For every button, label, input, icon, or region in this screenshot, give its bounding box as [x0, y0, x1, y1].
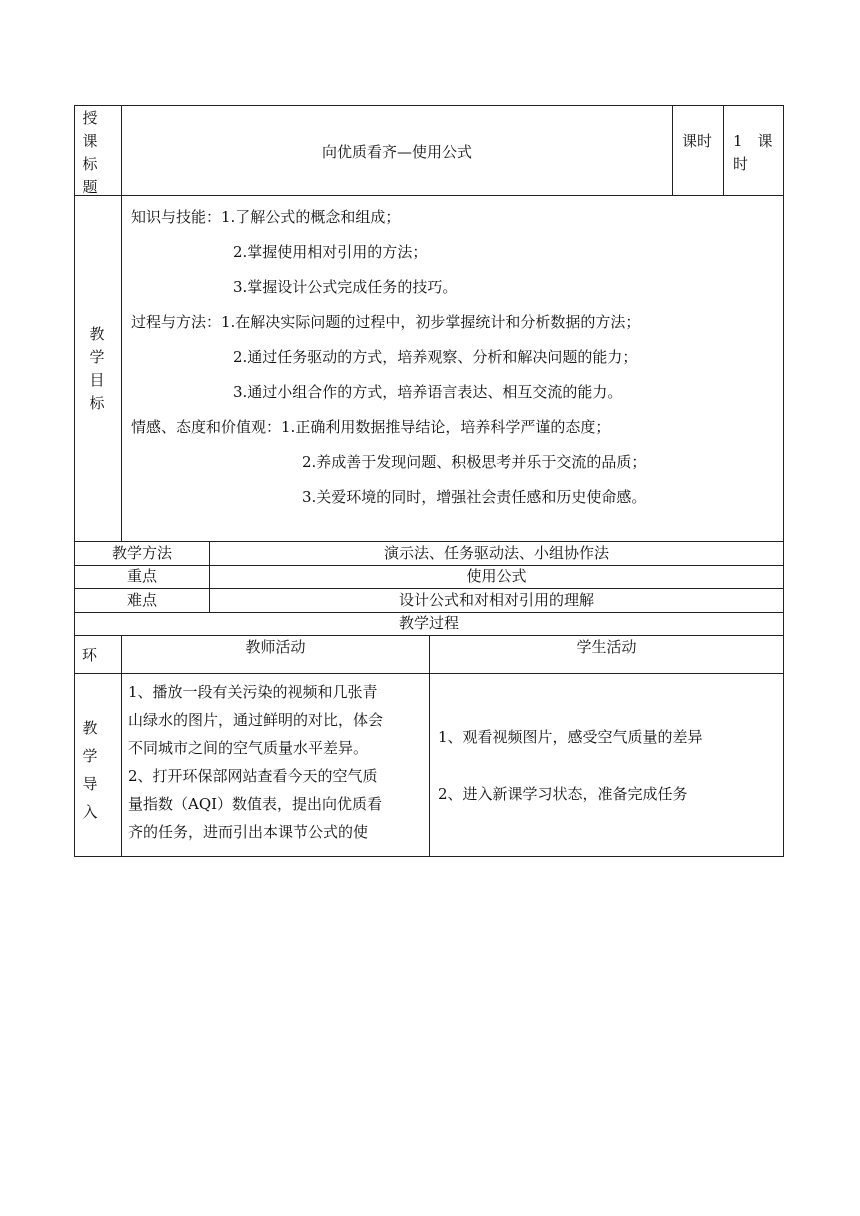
method-value: 演示法、任务驱动法、小组协作法: [383, 544, 609, 562]
objective-line-9: 3.关爱环境的同时，增强社会责任感和历史使命感。: [302, 488, 647, 506]
objective-line-6: 3.通过小组合作的方式，培养语言表达、相互交流的能力。: [233, 383, 623, 401]
objectives-label-char-3: 目: [89, 371, 105, 389]
method-label: 教学方法: [111, 544, 172, 562]
hours-label-top-split: [672, 105, 724, 129]
difficulty-value: 设计公式和对相对引用的理解: [398, 591, 594, 609]
stage-header: 环: [82, 646, 98, 664]
objectives-label-char-4: 标: [89, 394, 105, 412]
subject-label-char-1: 授: [82, 109, 98, 127]
subject-label-char-2: 课: [82, 132, 98, 150]
hours-value-line2: 时: [733, 155, 749, 173]
hours-label: 课时: [682, 132, 713, 150]
intro-teacher-line-1: 1、播放一段有关污染的视频和几张青: [128, 683, 378, 701]
objective-line-2: 2.掌握使用相对引用的方法；: [233, 243, 428, 261]
subject-label-char-3: 标: [82, 155, 98, 173]
intro-teacher-line-5: 量指数（AQI）数值表，提出向优质看: [128, 795, 383, 813]
teacher-header: 教师活动: [245, 638, 306, 656]
subject-label-char-4: 题: [82, 178, 98, 196]
intro-teacher-line-6: 齐的任务，进而引出本课节公式的使: [128, 823, 369, 841]
intro-stage-char-1: 教: [82, 719, 98, 737]
difficulty-label: 难点: [126, 591, 157, 609]
objective-line-1: 知识与技能：1.了解公式的概念和组成；: [131, 208, 401, 226]
student-header: 学生活动: [576, 638, 637, 656]
key-value: 使用公式: [466, 567, 527, 585]
lesson-title: 向优质看齐—使用公式: [321, 143, 472, 161]
intro-student-cell: [429, 673, 784, 857]
objectives-label-char-1: 教: [89, 325, 105, 343]
intro-student-line-1: 1、观看视频图片，感受空气质量的差异: [438, 728, 703, 746]
intro-teacher-line-4: 2、打开环保部网站查看今天的空气质: [128, 767, 378, 785]
objective-line-7: 情感、态度和价值观：1.正确利用数据推导结论，培养科学严谨的态度；: [131, 418, 611, 436]
intro-teacher-line-2: 山绿水的图片，通过鲜明的对比，体会: [128, 711, 384, 729]
objective-line-3: 3.掌握设计公式完成任务的技巧。: [233, 278, 458, 296]
objective-line-4: 过程与方法：1.在解决实际问题的过程中，初步掌握统计和分析数据的方法；: [131, 313, 641, 331]
intro-stage-char-4: 入: [82, 803, 98, 821]
hours-value-line1: 1 课: [733, 132, 773, 150]
key-label: 重点: [126, 567, 157, 585]
intro-teacher-line-3: 不同城市之间的空气质量水平差异。: [128, 739, 369, 757]
intro-stage-char-3: 导: [82, 775, 98, 793]
intro-student-line-2: 2、进入新课学习状态，准备完成任务: [438, 785, 688, 803]
objective-line-8: 2.养成善于发现问题、积极思考并乐于交流的品质；: [302, 453, 647, 471]
intro-stage-char-2: 学: [82, 747, 98, 765]
objectives-label-char-2: 学: [89, 348, 105, 366]
process-title: 教学过程: [398, 614, 459, 632]
objective-line-5: 2.通过任务驱动的方式，培养观察、分析和解决问题的能力；: [233, 348, 638, 366]
